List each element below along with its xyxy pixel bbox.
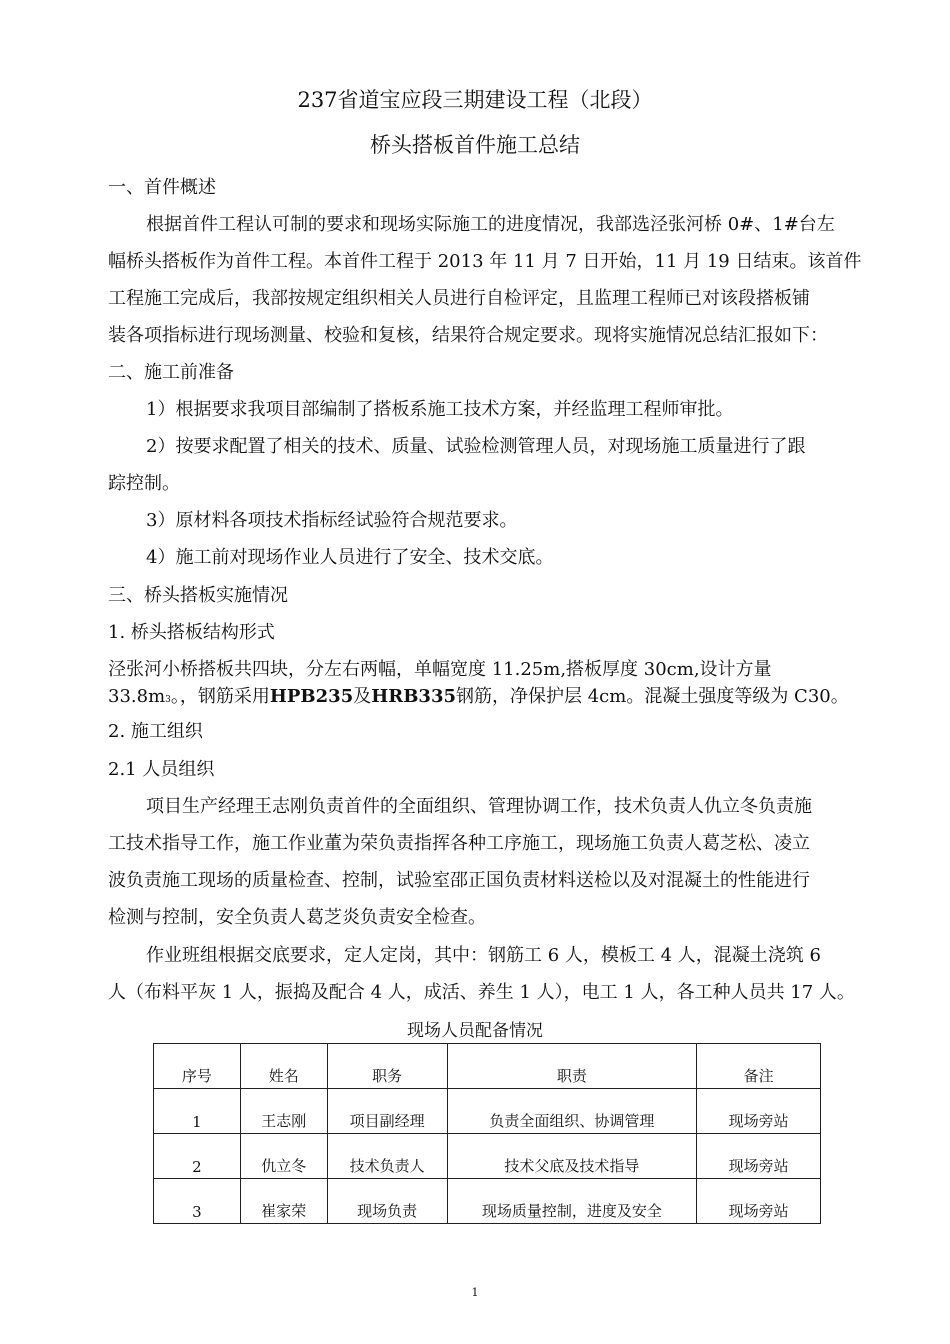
paragraph-line: 工程施工完成后，我部按规定组织相关人员进行自检评定，且监理工程师已对该段搭板铺	[108, 288, 810, 309]
paragraph-line: 项目生产经理王志刚负责首件的全面组织、管理协调工作，技术负责人仇立冬负责施	[146, 796, 812, 817]
paragraph-line: 工技术指导工作，施工作业董为荣负责指挥各种工序施工，现场施工负责人葛芝松、凌立	[108, 833, 810, 854]
column-header: 职责	[447, 1044, 697, 1089]
paragraph-line: 人（布料平灰 1 人，振捣及配合 4 人，成活、养生 1 人），电工 1 人，各工种人员共 17 人。	[108, 982, 855, 1003]
unit-superscript: 3	[165, 695, 171, 705]
table-cell: 负责全面组织、协调管理	[447, 1089, 697, 1134]
table-row	[154, 1134, 821, 1179]
table-cell: 现场负责	[327, 1179, 447, 1224]
text-fragment: 。，钢筋采用	[170, 686, 270, 707]
column-header: 姓名	[240, 1044, 327, 1089]
steel-grade-hrb: HRB335	[371, 686, 456, 707]
staff-table	[153, 1043, 821, 1224]
table-row	[154, 1179, 821, 1224]
table-header-row	[154, 1044, 821, 1089]
list-item-continuation: 踪控制。	[108, 473, 180, 494]
table-cell: 现场质量控制，进度及安全	[447, 1179, 697, 1224]
table-cell: 3	[154, 1179, 241, 1224]
section-heading-implementation: 三、桥头搭板实施情况	[108, 585, 288, 606]
document-subtitle: 桥头搭板首件施工总结	[370, 133, 580, 157]
page-number: 1	[471, 1286, 479, 1299]
subsection-heading: 2. 施工组织	[108, 721, 203, 742]
table-cell: 1	[154, 1089, 241, 1134]
staff-table-container	[150, 1040, 830, 1221]
paragraph-line: 根据首件工程认可制的要求和现场实际施工的进度情况，我部选泾张河桥 0#、1#台左	[146, 214, 835, 235]
table-cell: 项目副经理	[327, 1089, 447, 1134]
column-header: 职务	[327, 1044, 447, 1089]
section-heading-overview: 一、首件概述	[108, 177, 216, 198]
table-cell: 现场旁站	[697, 1134, 821, 1179]
steel-grade-hpb: HPB235	[269, 686, 354, 707]
subsection-heading: 2.1 人员组织	[108, 759, 215, 780]
table-cell: 2	[154, 1134, 241, 1179]
paragraph-line	[108, 685, 849, 712]
column-header: 序号	[154, 1044, 241, 1089]
table-cell: 现场旁站	[697, 1179, 821, 1224]
paragraph-line: 检测与控制，安全负责人葛芝炎负责安全检查。	[108, 907, 486, 928]
list-item: 4）施工前对现场作业人员进行了安全、技术交底。	[146, 547, 554, 568]
paragraph-line: 作业班组根据交底要求，定人定岗，其中：钢筋工 6 人，模板工 4 人，混凝土浇筑 6	[146, 945, 821, 966]
document-title: 237省道宝应段三期建设工程（北段）	[297, 88, 653, 112]
table-cell: 现场旁站	[697, 1089, 821, 1134]
table-cell: 崔家荣	[240, 1179, 327, 1224]
table-cell: 技术负责人	[327, 1134, 447, 1179]
table-cell: 技术父底及技术指导	[447, 1134, 697, 1179]
subsection-heading: 1. 桥头搭板结构形式	[108, 622, 275, 643]
table-cell: 王志刚	[240, 1089, 327, 1134]
list-item: 2）按要求配置了相关的技术、质量、试验检测管理人员，对现场施工质量进行了跟	[146, 436, 806, 457]
table-row	[154, 1089, 821, 1134]
column-header: 备注	[697, 1044, 821, 1089]
paragraph-line: 装各项指标进行现场测量、校验和复核，结果符合规定要求。现将实施情况总结汇报如下：	[108, 325, 828, 346]
paragraph-line: 幅桥头搭板作为首件工程。本首件工程于 2013 年 11 月 7 日开始，11 月 19 日结束。该首件	[108, 251, 862, 272]
volume-value: 33.8m	[108, 686, 166, 707]
table-caption: 现场人员配备情况	[407, 1021, 543, 1041]
paragraph-line: 波负责施工现场的质量检查、控制，试验室邵正国负责材料送检以及对混凝土的性能进行	[108, 870, 810, 891]
table-cell: 仇立冬	[240, 1134, 327, 1179]
list-item: 3）原材料各项技术指标经试验符合规范要求。	[146, 510, 518, 531]
list-item: 1）根据要求我项目部编制了搭板系施工技术方案，并经监理工程师审批。	[146, 399, 734, 420]
section-heading-preparation: 二、施工前准备	[108, 362, 234, 383]
text-fragment: 及	[353, 686, 372, 707]
text-fragment: 钢筋，净保护层 4cm。混凝土强度等级为 C30。	[456, 686, 849, 707]
paragraph-line: 泾张河小桥搭板共四块，分左右两幅，单幅宽度 11.25m,搭板厚度 30cm,设计方量	[108, 659, 772, 680]
